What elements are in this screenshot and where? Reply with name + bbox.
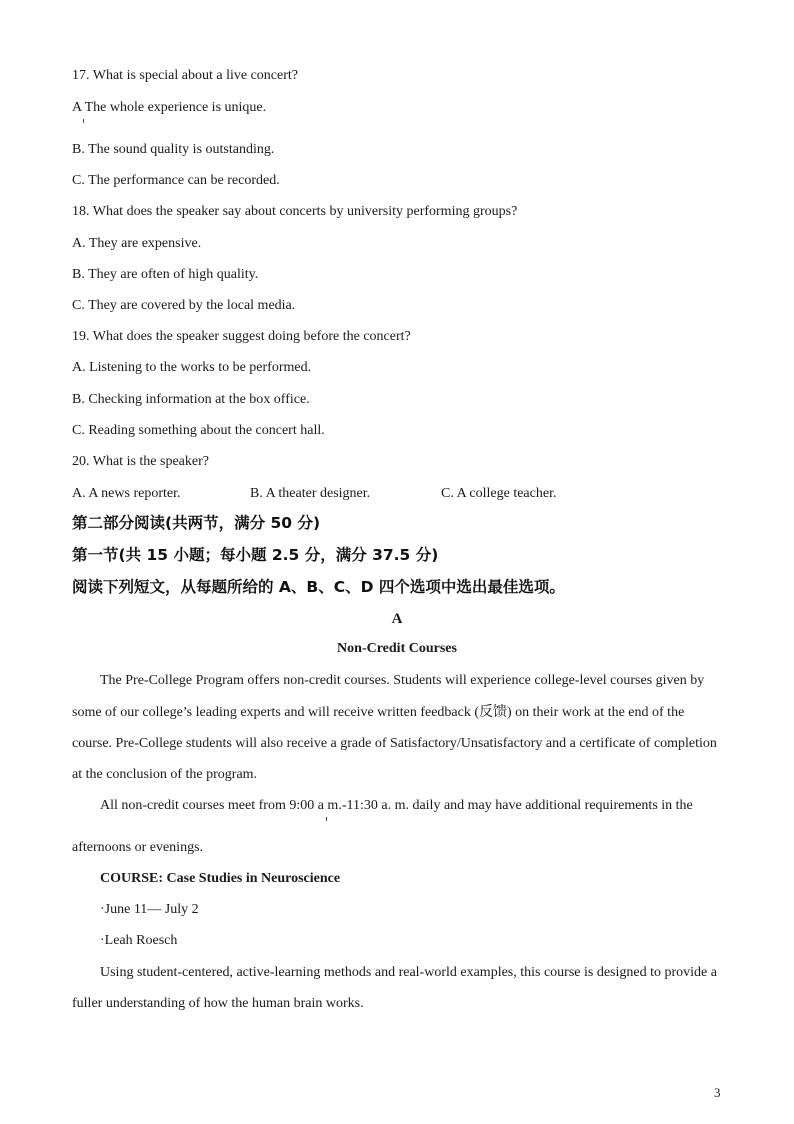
q19-option-a: A. Listening to the works to be performed. [72, 360, 312, 375]
para1-line3: course. Pre-College students will also receive a grade of Satisfactory/Unsatisfactory and a certificate of completion [72, 736, 717, 751]
q17-option-c: C. The performance can be recorded. [72, 173, 280, 188]
course-heading: COURSE: Case Studies in Neuroscience [100, 871, 341, 886]
part-title: 第二部分阅读(共两节，满分 50 分) [72, 514, 321, 532]
q18-option-c: C. They are covered by the local media. [72, 298, 296, 313]
stray-mark [326, 817, 327, 821]
q20-option-b: B. A theater designer. [250, 486, 371, 501]
q19-option-b: B. Checking information at the box office. [72, 392, 310, 407]
stray-mark [83, 119, 84, 123]
q17-option-b: B. The sound quality is outstanding. [72, 142, 275, 157]
passage-label: A [391, 611, 403, 627]
para3-line1: Using student-centered, active-learning methods and real-world examples, this course is designed to provide a [100, 965, 717, 980]
q19-option-c: C. Reading something about the concert hall. [72, 423, 325, 438]
instruction: 阅读下列短文，从每题所给的 A、B、C、D 四个选项中选出最佳选项。 [72, 578, 565, 596]
q20-option-a: A. A news reporter. [72, 486, 181, 501]
para1-line2: some of our college’s leading experts and will receive written feedback (反馈) on their work at the end of the [72, 705, 685, 720]
q19-question: 19. What does the speaker suggest doing before the concert? [72, 329, 411, 344]
para2-line2: afternoons or evenings. [72, 840, 204, 855]
q20-option-c: C. A college teacher. [441, 486, 557, 501]
q17-option-a: A The whole experience is unique. [72, 100, 267, 115]
q20-question: 20. What is the speaker? [72, 454, 209, 469]
q17-question: 17. What is special about a live concert? [72, 68, 298, 83]
q18-option-b: B. They are often of high quality. [72, 267, 259, 282]
course-dates: ·June 11— July 2 [100, 902, 199, 917]
page-number: 3 [714, 1085, 721, 1100]
passage-title: Non-Credit Courses [337, 641, 457, 656]
para1-line4: at the conclusion of the program. [72, 767, 258, 782]
para1-line1: The Pre-College Program offers non-credit courses. Students will experience college-level courses given by [100, 673, 705, 688]
q18-question: 18. What does the speaker say about concerts by university performing groups? [72, 204, 518, 219]
course-instructor: ·Leah Roesch [100, 933, 178, 948]
section-title: 第一节(共 15 小题；每小题 2.5 分，满分 37.5 分) [72, 546, 439, 564]
para3-line2: fuller understanding of how the human brain works. [72, 996, 364, 1011]
q18-option-a: A. They are expensive. [72, 236, 202, 251]
para2-line1: All non-credit courses meet from 9:00 a m.-11:30 a. m. daily and may have additional requirements in the [100, 798, 693, 813]
